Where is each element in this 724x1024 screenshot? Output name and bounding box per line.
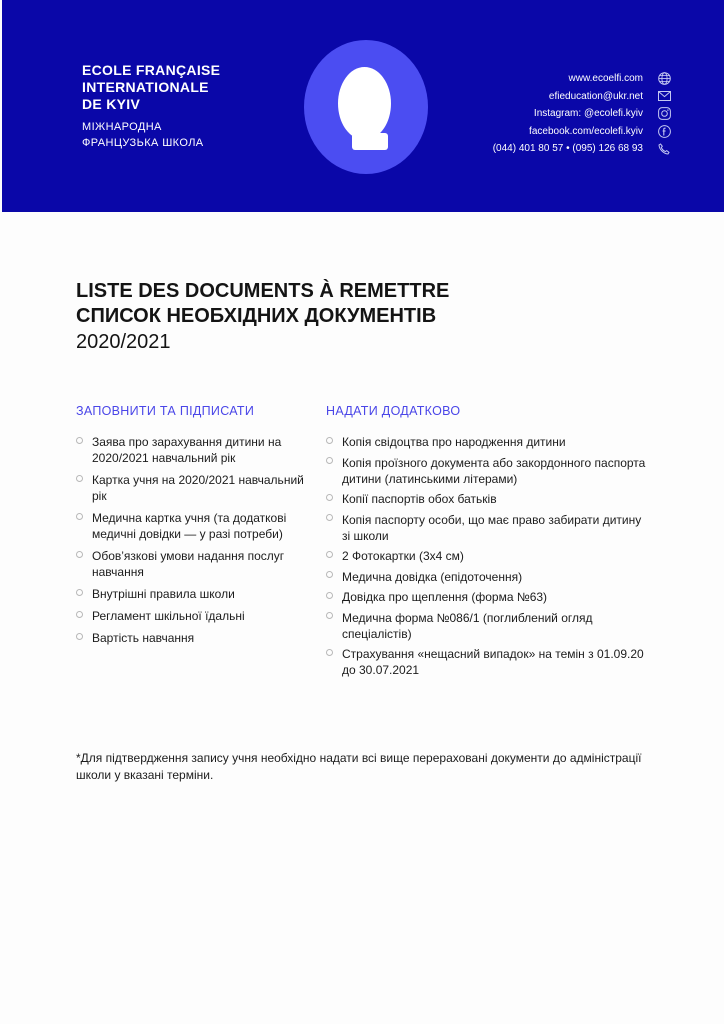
column-heading: НАДАТИ ДОДАТКОВО: [326, 404, 461, 418]
contacts-block: [493, 70, 643, 158]
website-link[interactable]: www.ecoelfi.com: [568, 73, 643, 84]
bullet-circle-icon: [76, 513, 83, 520]
list-item-text: Страхування «нещасний випадок» на темін з 01.09.20 до 30.07.2021: [342, 647, 644, 677]
list-item-text: Регламент шкільної їдальні: [92, 609, 245, 623]
page-header: [2, 0, 724, 212]
bullet-circle-icon: [326, 494, 333, 501]
document-title: [76, 279, 449, 356]
title-fr: LISTE DES DOCUMENTS À REMETTRE: [76, 280, 450, 302]
bullet-circle-icon: [326, 457, 333, 464]
list-item-text: Копія свідоцтва про народження дитини: [342, 435, 566, 449]
list-item-text: Копія паспорту особи, що має право забирати дитину зі школи: [342, 512, 642, 543]
list-item-text: Копії паспортів обох батьків: [342, 492, 497, 506]
footnote: *Для підтвердження запису учня необхідно надати всі вище перераховані документи до адміністрації школи у вказані терміни.: [76, 751, 642, 782]
list-item-text: Вартість навчання: [92, 631, 195, 645]
email-link[interactable]: efieducation@ukr.net: [548, 90, 643, 102]
facebook-icon: [656, 123, 672, 141]
instagram-icon: [656, 105, 672, 123]
instagram-link[interactable]: Instagram: @ecolefi.kyiv: [533, 108, 643, 119]
list-item-text: Довідка про щеплення (форма №63): [342, 590, 548, 604]
contact-icons: [656, 70, 676, 158]
school-name-fr: [82, 62, 220, 113]
list-item: [76, 548, 306, 580]
bullet-circle-icon: [326, 592, 333, 599]
list-item: [76, 608, 306, 624]
bullet-circle-icon: [76, 589, 83, 596]
list-item: [326, 589, 646, 605]
list-item-text: Внутрішні правила школи: [92, 587, 235, 601]
list-item: [76, 434, 306, 466]
list-item: [76, 472, 306, 504]
bullet-circle-icon: [76, 437, 83, 444]
bullet-circle-icon: [76, 475, 83, 482]
list-item: [326, 569, 646, 585]
school-name-ua: [82, 119, 220, 151]
bullet-circle-icon: [326, 437, 333, 444]
bullet-circle-icon: [326, 649, 333, 656]
list-item: [76, 510, 306, 542]
bullet-circle-icon: [76, 633, 83, 640]
mail-icon: [656, 88, 672, 106]
list-item-text: Картка учня на 2020/2021 навчальний рік: [92, 473, 304, 503]
phone-numbers: (044) 401 80 57 • (095) 126 68 93: [492, 143, 643, 154]
fill-and-sign-column: [76, 404, 306, 652]
list-item: [326, 548, 646, 564]
bullet-circle-icon: [326, 514, 333, 521]
title-year: 2020/2021: [76, 331, 171, 353]
school-name-ua-line: МІЖНАРОДНА: [82, 121, 162, 133]
logo-bulb-base: [352, 133, 388, 150]
bullet-circle-icon: [326, 551, 333, 558]
list-item-text: Медична форма №086/1 (поглиблений огляд спеціалістів): [342, 610, 593, 641]
provide-additionally-column: [326, 404, 646, 683]
list-item: [326, 491, 646, 507]
list-item: [76, 586, 306, 602]
school-name-line: INTERNATIONALE: [82, 79, 209, 95]
list-item: [326, 434, 646, 450]
globe-icon: [656, 70, 672, 88]
school-name-line: ECOLE FRANÇAISE: [82, 62, 221, 78]
school-name-block: [82, 62, 220, 151]
document-list: [326, 434, 646, 678]
list-item-text: Заява про зарахування дитини на 2020/2021 навчальний рік: [92, 435, 282, 465]
list-item-text: Обов’язкові умови надання послуг навчання: [92, 549, 285, 579]
phone-icon: [656, 140, 672, 158]
document-list: [76, 434, 306, 646]
list-item: [326, 646, 646, 678]
list-item: [326, 512, 646, 544]
title-ua: СПИСОК НЕОБХІДНИХ ДОКУМЕНТІВ: [76, 305, 437, 327]
bullet-circle-icon: [76, 611, 83, 618]
bullet-circle-icon: [326, 612, 333, 619]
logo-bulb-shape: [338, 67, 391, 140]
list-item: [326, 610, 646, 642]
school-name-ua-line: ФРАНЦУЗЬКА ШКОЛА: [82, 137, 204, 149]
column-heading: ЗАПОВНИТИ ТА ПІДПИСАТИ: [76, 404, 255, 418]
list-item: [76, 630, 306, 646]
list-item-text: Копія проїзного документа або закордонного паспорта дитини (латинськими літерами): [342, 455, 646, 486]
bullet-circle-icon: [326, 571, 333, 578]
list-item-text: Медична довідка (епідоточення): [342, 569, 523, 584]
list-item-text: 2 Фотокартки (3х4 см): [342, 549, 464, 563]
list-item-text: Медична картка учня (та додаткові медичні довідки — у разі потреби): [92, 511, 287, 541]
school-name-line: DE KYIV: [82, 96, 141, 112]
bullet-circle-icon: [76, 551, 83, 558]
facebook-link[interactable]: facebook.com/ecolefi.kyiv: [529, 125, 643, 137]
school-logo: [304, 40, 428, 174]
list-item: [326, 455, 646, 487]
